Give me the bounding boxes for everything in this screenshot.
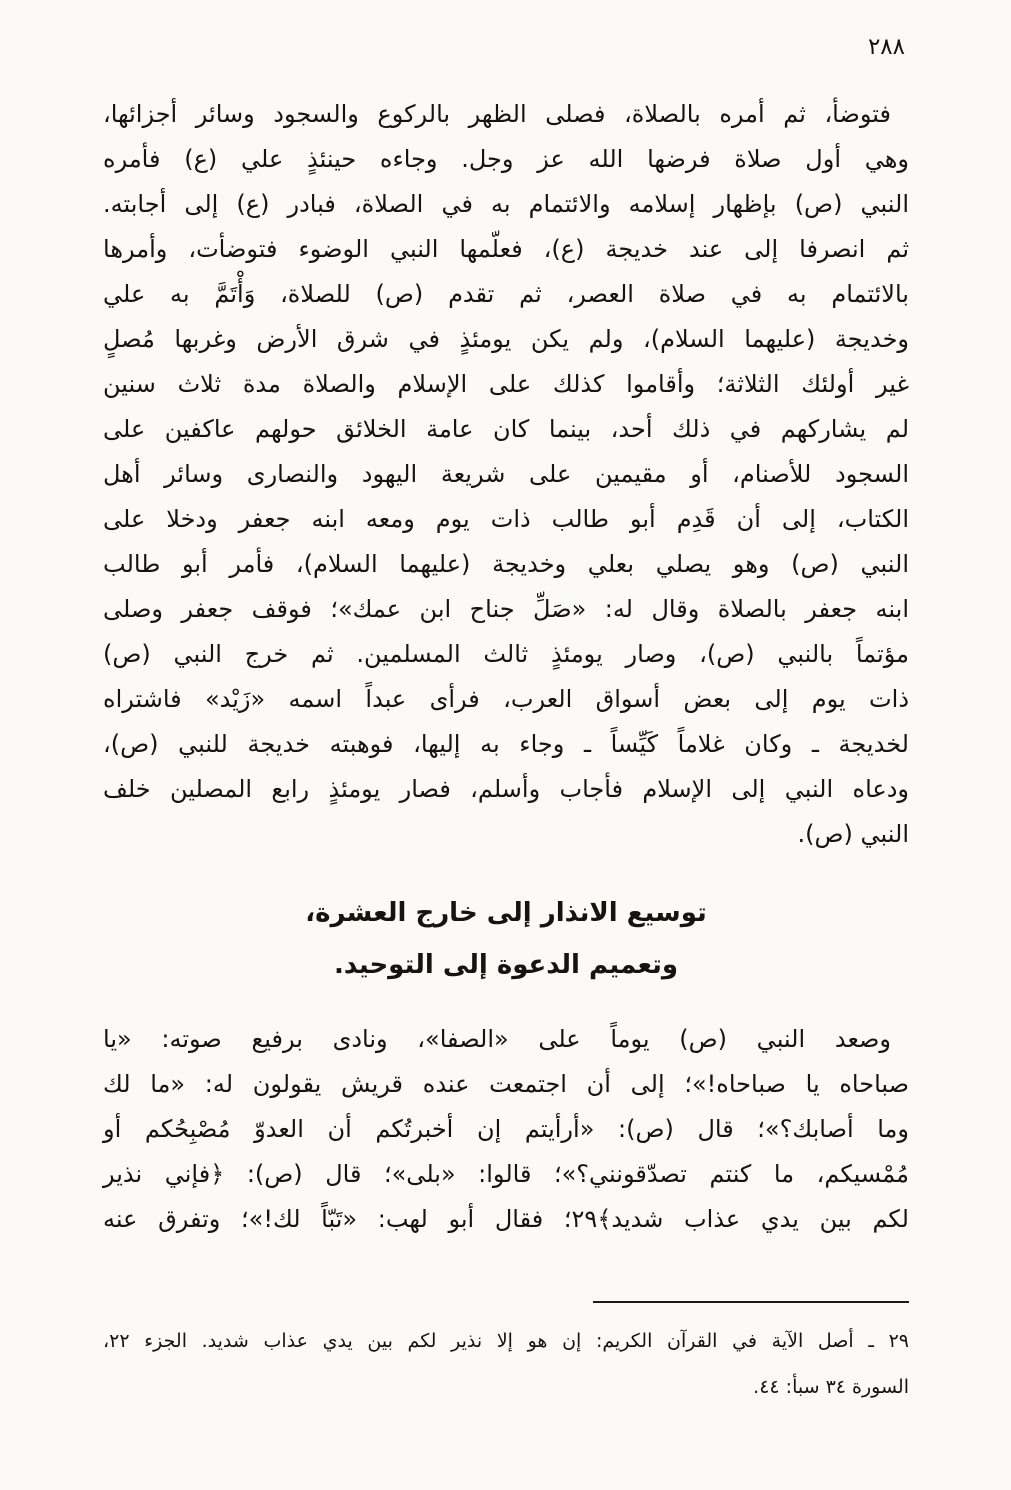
text-line: بالائتمام به في صلاة العصر، ثم تقدم (ص) للصلاة، وَأْتَمَّ به علي — [103, 280, 909, 308]
text-line: ودعاه النبي إلى الإسلام فأجاب وأسلم، فصار يومئذٍ رابع المصلين خلف — [103, 775, 909, 803]
text-line: مؤتماً بالنبي (ص)، وصار يومئذٍ ثالث المسلمين. ثم خرج النبي (ص) — [103, 640, 909, 668]
text-line: الكتاب، إلى أن قَدِم أبو طالب ذات يوم ومعه ابنه جعفر ودخلا على — [103, 505, 909, 533]
text-line: غير أولئك الثلاثة؛ وأقاموا كذلك على الإسلام والصلاة مدة ثلاث سنين — [103, 370, 909, 398]
text-line: ٢٩ ـ أصل الآية في القرآن الكريم: إن هو إلا نذير لكم بين يدي عذاب شديد. الجزء ٢٢، — [103, 1330, 909, 1352]
text-line: النبي (ص). — [797, 820, 909, 848]
text-line: وما أصابك؟»؛ قال (ص): «أرأيتم إن أخبرتُكم أن العدوّ مُصْبِحُكم أو — [103, 1115, 909, 1143]
text-line: ابنه جعفر بالصلاة وقال له: «صَلِّ جناح ابن عمك»؛ فوقف جعفر وصلى — [103, 595, 909, 623]
text-line: لكم بين يدي عذاب شديد﴾٢٩؛ فقال أبو لهب: «تَبّاً لك!»؛ وتفرق عنه — [103, 1205, 909, 1233]
footnote-divider — [593, 1301, 909, 1303]
text-line: ثم انصرفا إلى عند خديجة (ع)، فعلّمها النبي الوضوء فتوضأت، وأمرها — [103, 235, 909, 263]
text-line: فتوضأ، ثم أمره بالصلاة، فصلى الظهر بالركوع والسجود وسائر أجزائها، — [103, 100, 891, 128]
section-heading-line-1: توسيع الانذار إلى خارج العشرة، — [305, 898, 707, 928]
text-line: ذات يوم إلى بعض أسواق العرب، فرأى عبداً اسمه «زَيْد» فاشتراه — [103, 685, 909, 713]
page-number: ٢٨٨ — [867, 34, 905, 60]
text-line: النبي (ص) وهو يصلي بعلي وخديجة (عليهما السلام)، فأمر أبو طالب — [103, 550, 909, 578]
text-line: لخديجة ـ وكان غلاماً كَيِّساً ـ وجاء به إليها، فوهبته خديجة للنبي (ص)، — [103, 730, 909, 758]
section-heading-line-2: وتعميم الدعوة إلى التوحيد. — [333, 950, 679, 980]
text-line: النبي (ص) بإظهار إسلامه والائتمام به في الصلاة، فبادر (ع) إلى أجابته. — [103, 190, 909, 218]
text-line: وصعد النبي (ص) يوماً على «الصفا»، ونادى برفيع صوته: «يا — [103, 1025, 891, 1053]
text-line: لم يشاركهم في ذلك أحد، بينما كان عامة الخلائق حولهم عاكفين على — [103, 415, 909, 443]
text-line: صباحاه يا صباحاه!»؛ إلى أن اجتمعت عنده قريش يقولون له: «ما لك — [103, 1070, 909, 1098]
paragraph-1 — [103, 92, 909, 857]
text-line: السجود للأصنام، أو مقيمين على شريعة اليهود والنصارى وسائر أهل — [103, 460, 909, 488]
text-line: السورة ٣٤ سبأ: ٤٤. — [753, 1376, 909, 1398]
text-line: وهي أول صلاة فرضها الله عز وجل. وجاءه حينئذٍ علي (ع) فأمره — [103, 145, 909, 173]
page-content — [103, 92, 909, 1242]
text-line: وخديجة (عليهما السلام)، ولم يكن يومئذٍ في شرق الأرض وغربها مُصلٍ — [103, 325, 909, 353]
section-heading — [103, 887, 909, 991]
footnote — [103, 1318, 909, 1410]
text-line: مُمْسيكم، ما كنتم تصدّقونني؟»؛ قالوا: «بلى»؛ قال (ص): ﴿فإني نذير — [103, 1160, 909, 1188]
paragraph-2 — [103, 1017, 909, 1242]
